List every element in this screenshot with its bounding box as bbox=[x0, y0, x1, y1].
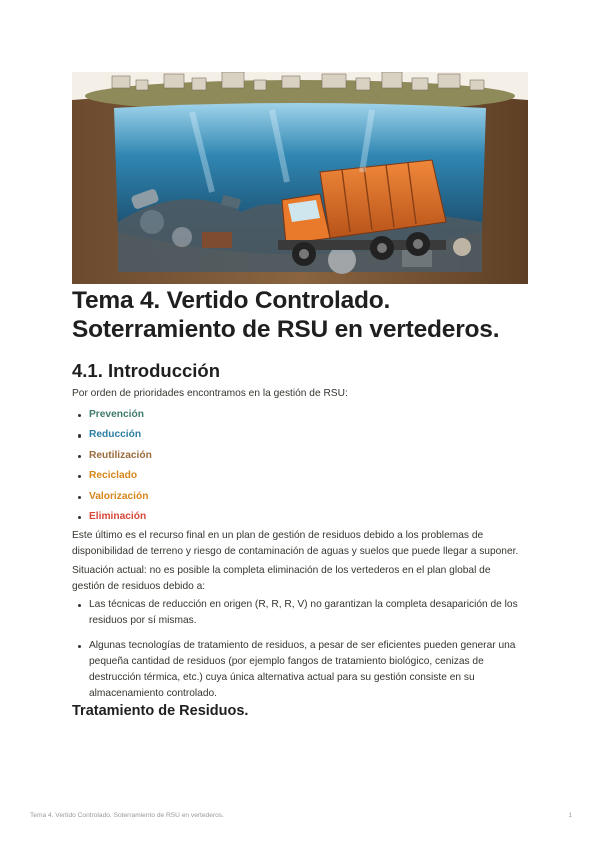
list-item bbox=[78, 638, 518, 702]
paragraph-line: Situación actual: no es posible la completa eliminación de los vertederos en el plan global de bbox=[72, 565, 491, 576]
paragraph-line: Este último es el recurso final en un plan de gestión de residuos debido a los problemas de bbox=[72, 530, 484, 541]
list-item-line: Algunas tecnologías de tratamiento de residuos, a pesar de ser eficientes pueden generar una bbox=[89, 640, 516, 651]
list-item-line: Las técnicas de reducción en origen (R, R, R, V) no garantizan la completa desaparición de los bbox=[89, 599, 518, 610]
paragraph-line: disponibilidad de terreno y riesgo de contaminación de aguas y suelos que puede llegar a suponer. bbox=[72, 546, 519, 557]
intro-lead-paragraph: Por orden de prioridades encontramos en la gestión de RSU: bbox=[72, 388, 348, 399]
title-line-1: Tema 4. Vertido Controlado. bbox=[72, 287, 391, 314]
section-heading-tratamiento: Tratamiento de Residuos. bbox=[72, 703, 249, 719]
list-item bbox=[78, 597, 518, 629]
list-item-line: destrucción térmica, etc.) cuya única alternativa actual para su gestión consiste en su bbox=[89, 672, 475, 683]
list-item-line: almacenamiento controlado. bbox=[89, 688, 217, 699]
document-title bbox=[72, 286, 532, 344]
paragraph-ultimo-recurso bbox=[72, 528, 532, 560]
priority-item-valorizacion: Valorización bbox=[78, 487, 152, 507]
list-item-line: pequeña cantidad de residuos (por ejemplo fangos de tratamiento biológico, cenizas de bbox=[89, 656, 484, 667]
paragraph-line: gestión de residuos debido a: bbox=[72, 581, 206, 592]
priority-item-reciclado: Reciclado bbox=[78, 466, 152, 486]
landfill-illustration bbox=[72, 72, 528, 284]
priority-list bbox=[78, 405, 152, 527]
section-heading-introduccion: 4.1. Introducción bbox=[72, 360, 221, 381]
priority-item-reutilizacion: Reutilización bbox=[78, 446, 152, 466]
paragraph-situacion-actual bbox=[72, 563, 532, 595]
title-line-2: Soterramiento de RSU en vertederos. bbox=[72, 316, 500, 343]
reasons-list bbox=[78, 597, 518, 706]
footer-title: Tema 4. Vertido Controlado. Soterramiento de RSU en vertederos. bbox=[30, 812, 224, 819]
page-number: 1 bbox=[568, 812, 572, 819]
priority-item-eliminacion: Eliminación bbox=[78, 507, 152, 527]
list-item-line: residuos por sí mismas. bbox=[89, 615, 197, 626]
priority-item-reduccion: Reducción bbox=[78, 425, 152, 445]
priority-item-prevencion: Prevención bbox=[78, 405, 152, 425]
